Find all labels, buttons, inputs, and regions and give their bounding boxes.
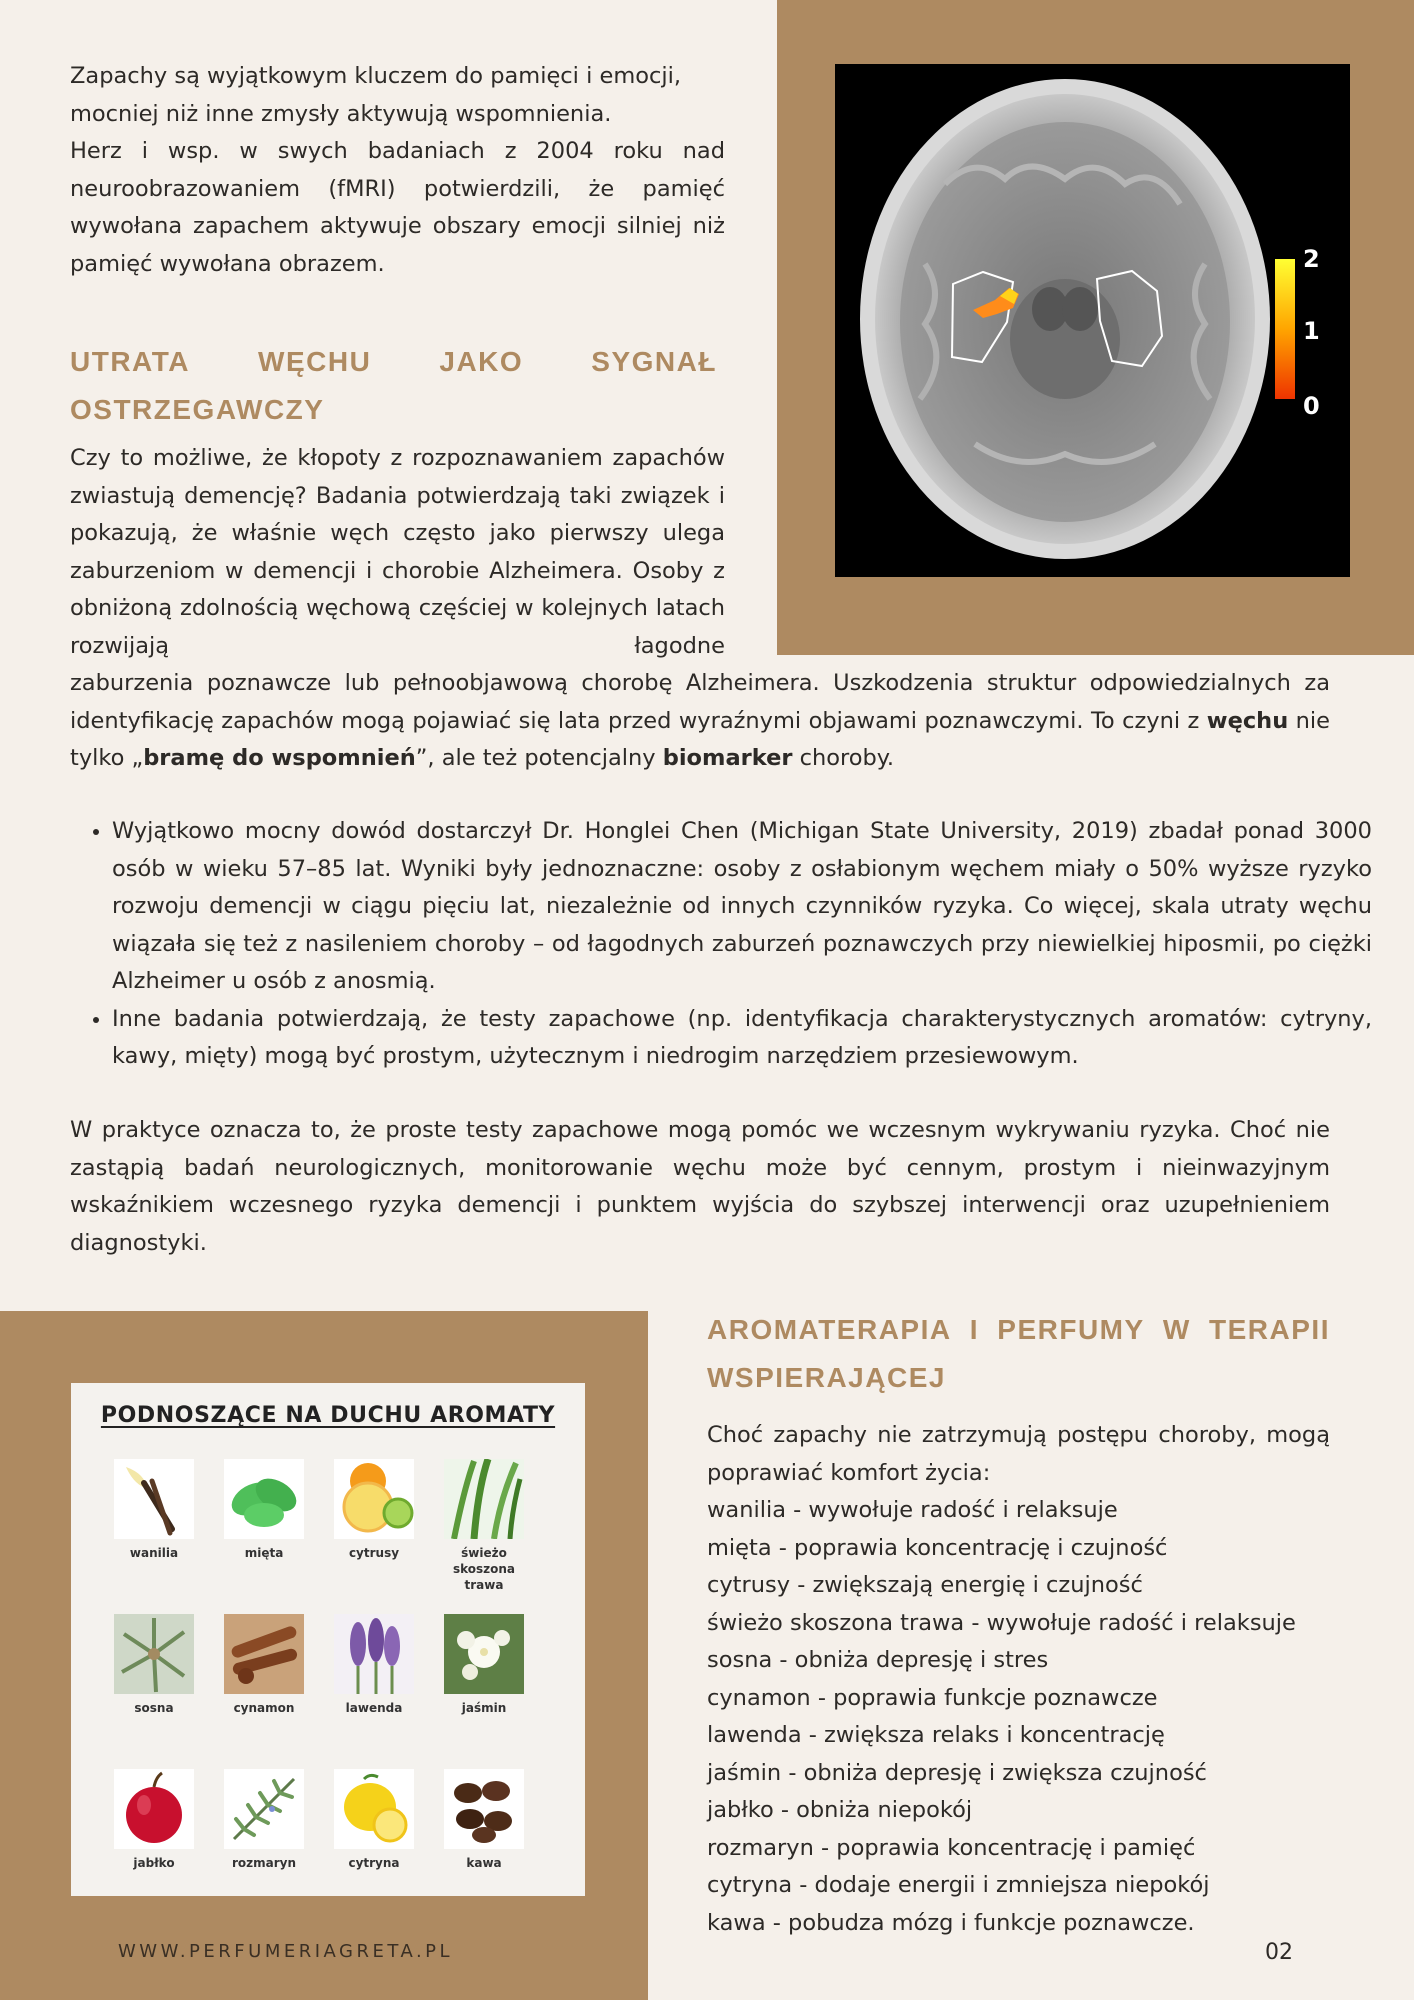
emphasis-wechu: węchu [1206, 707, 1289, 734]
cinnamon-icon [224, 1614, 304, 1694]
rosemary-icon [224, 1769, 304, 1849]
scale-label-2: 2 [1303, 245, 1320, 273]
coffee-icon [444, 1769, 524, 1849]
section-1-title-word: WĘCHU [258, 346, 372, 377]
aroma-item [319, 1459, 429, 1614]
aroma-label: rozmaryn [231, 1856, 297, 1870]
aroma-item [99, 1614, 209, 1769]
vanilla-icon [114, 1459, 194, 1539]
citrus-icon [334, 1459, 414, 1539]
aroma-card [71, 1383, 585, 1896]
section-1-title-line-2: OSTRZEGAWCZY [70, 394, 325, 425]
section-1-paragraph-part-1: Czy to możliwe, że kłopoty z rozpoznawaniem zapachów zwiastują demencję? Badania potwierdzają taki związek i pokazują, że właśnie węch często jako pierwszy ulega zaburzeniom w demencji i chorobie Alzheimera. Osoby z obniżoną zdolnością węchową częściej w kolejnych latach rozwijają łagodne [70, 445, 725, 659]
footer-website-link[interactable]: WWW.PERFUMERIAGRETA.PL [118, 1941, 454, 1962]
section-1-title [70, 338, 717, 434]
list-item: rozmaryn - poprawia koncentrację i pamięć [707, 1834, 1196, 1861]
scale-label-1: 1 [1303, 317, 1320, 345]
list-item: • Wyjątkowo mocny dowód dostarczył Dr. Honglei Chen (Michigan State University, 2019) zbadał ponad 3000 osób w wieku 57–85 lat. Wyniki były jednoznaczne: osoby z osłabionym węchem miały o 50% wyższe ryzyko rozwoju demencji w ciągu pięciu lat, niezależnie od innych czynników ryzyka. Co więcej, skala utraty węchu wiązała się też z nasileniem choroby – od łagodnych zaburzeń poznawczych przy niewielkiej hiposmii, po ciężki Alzheimer u osób z anosmią. [112, 813, 1372, 1001]
aroma-label: świeżo skoszona trawa [452, 1546, 516, 1592]
aroma-item [429, 1614, 539, 1769]
jasmine-icon [444, 1614, 524, 1694]
section-2-title [707, 1306, 1330, 1402]
lavender-icon [334, 1614, 414, 1694]
aroma-item [429, 1769, 539, 1924]
section-2-title-word: W [1162, 1314, 1191, 1345]
section-1-title-word: JAKO [439, 346, 524, 377]
aroma-label: sosna [134, 1701, 174, 1715]
aroma-label: wanilia [129, 1546, 179, 1560]
findings-list [70, 813, 1372, 1076]
intro-text [70, 58, 725, 283]
aroma-label: jaśmin [461, 1701, 507, 1715]
aroma-item [209, 1459, 319, 1614]
mint-icon [224, 1459, 304, 1539]
section-2-title-word: I [969, 1314, 980, 1345]
list-item: jaśmin - obniża depresję i zwiększa czujność [707, 1759, 1207, 1786]
aroma-effects-list [707, 1417, 1330, 1942]
list-item: lawenda - zwiększa relaks i koncentrację [707, 1722, 1165, 1748]
list-item: kawa - pobudza mózg i funkcje poznawcze. [707, 1909, 1195, 1936]
intro-line-1: Zapachy są wyjątkowym kluczem do pamięci i emocji, mocniej niż inne zmysły aktywują wspomnienia. [70, 63, 682, 127]
scale-label-0: 0 [1303, 392, 1320, 420]
section-1-paragraph-part-2 [70, 665, 1330, 778]
aroma-grid [99, 1459, 559, 1924]
aroma-label: cytrusy [348, 1546, 400, 1560]
aroma-item [319, 1614, 429, 1769]
section-2-title-line-2: WSPIERAJĄCEJ [707, 1362, 946, 1393]
aroma-item [319, 1769, 429, 1924]
aroma-item [99, 1459, 209, 1614]
brain-scan-illustration [835, 64, 1350, 577]
fmri-brain-image [835, 64, 1350, 577]
section-2-intro: Choć zapachy nie zatrzymują postępu choroby, mogą poprawiać komfort życia: [707, 1422, 1330, 1486]
list-item: cytrusy - zwiększają energię i czujność [707, 1572, 1143, 1598]
pine-icon [114, 1614, 194, 1694]
section-2-title-word: AROMATERAPIA [707, 1314, 952, 1345]
aroma-label: jabłko [133, 1856, 175, 1870]
aroma-item [429, 1459, 539, 1614]
lemon-icon [334, 1769, 414, 1849]
section-1-title-word: SYGNAŁ [591, 346, 717, 377]
list-item: cytryna - dodaje energii i zmniejsza niepokój [707, 1872, 1210, 1898]
section-2-title-word: TERAPII [1209, 1314, 1330, 1345]
emphasis-brame: bramę do wspomnień [143, 745, 416, 771]
section-2-title-word: PERFUMY [997, 1314, 1145, 1345]
section-1-mid-1: nie tylko „ [70, 707, 1330, 771]
emphasis-biomarker: biomarker [662, 745, 793, 771]
list-item: sosna - obniża depresję i stres [707, 1647, 1049, 1673]
apple-icon [114, 1769, 194, 1849]
aroma-label: mięta [244, 1546, 284, 1560]
aroma-card-title: PODNOSZĄCE NA DUCHU AROMATY [100, 1403, 556, 1428]
list-item: cynamon - poprawia funkcje poznawcze [707, 1684, 1158, 1711]
aroma-label: cynamon [233, 1701, 295, 1715]
practice-paragraph: W praktyce oznacza to, że proste testy zapachowe mogą pomóc we wczesnym wykrywaniu ryzyka. Choć nie zastąpią badań neurologicznych, monitorowanie węchu może być cennym, prostym i nieinwazyjnym wskaźnikiem wczesnego ryzyka demencji i punktem wyjścia do szybszej interwencji oraz uzupełnieniem diagnostyki. [70, 1117, 1330, 1256]
list-item: mięta - poprawia koncentrację i czujność [707, 1534, 1168, 1561]
aroma-label: kawa [466, 1856, 502, 1870]
intro-line-2: Herz i wsp. w swych badaniach z 2004 roku nad neuroobrazowaniem (fMRI) potwierdzili, że pamięć wywołana zapachem aktywuje obszary emocji silniej niż pamięć wywołana obrazem. [70, 138, 725, 277]
list-item: jabłko - obniża niepokój [707, 1797, 973, 1823]
section-1-end: choroby. [792, 745, 895, 771]
aroma-item [99, 1769, 209, 1924]
aroma-item [209, 1769, 319, 1924]
grass-icon [444, 1459, 524, 1539]
aroma-item [209, 1614, 319, 1769]
list-item: • Inne badania potwierdzają, że testy zapachowe (np. identyfikacja charakterystycznych aromatów: cytryny, kawy, mięty) mogą być prostym, użytecznym i niedrogim narzędziem przesiewowym. [112, 1001, 1372, 1076]
section-1-mid-2: ”, ale też potencjalny [415, 745, 663, 771]
list-item: wanilia - wywołuje radość i relaksuje [707, 1497, 1118, 1523]
aroma-label: lawenda [345, 1701, 403, 1715]
section-1-wide-text: zaburzenia poznawcze lub pełnoobjawową chorobę Alzheimera. Uszkodzenia struktur odpowiedzialnych za identyfikację zapachów mogą pojawiać się lata przed wyraźnymi objawami poznawczymi. To czyni z [70, 670, 1330, 734]
aroma-label: cytryna [348, 1856, 400, 1870]
list-item: świeżo skoszona trawa - wywołuje radość i relaksuje [707, 1609, 1296, 1636]
section-1-title-word: UTRATA [70, 346, 190, 377]
page-number: 02 [1265, 1940, 1293, 1965]
